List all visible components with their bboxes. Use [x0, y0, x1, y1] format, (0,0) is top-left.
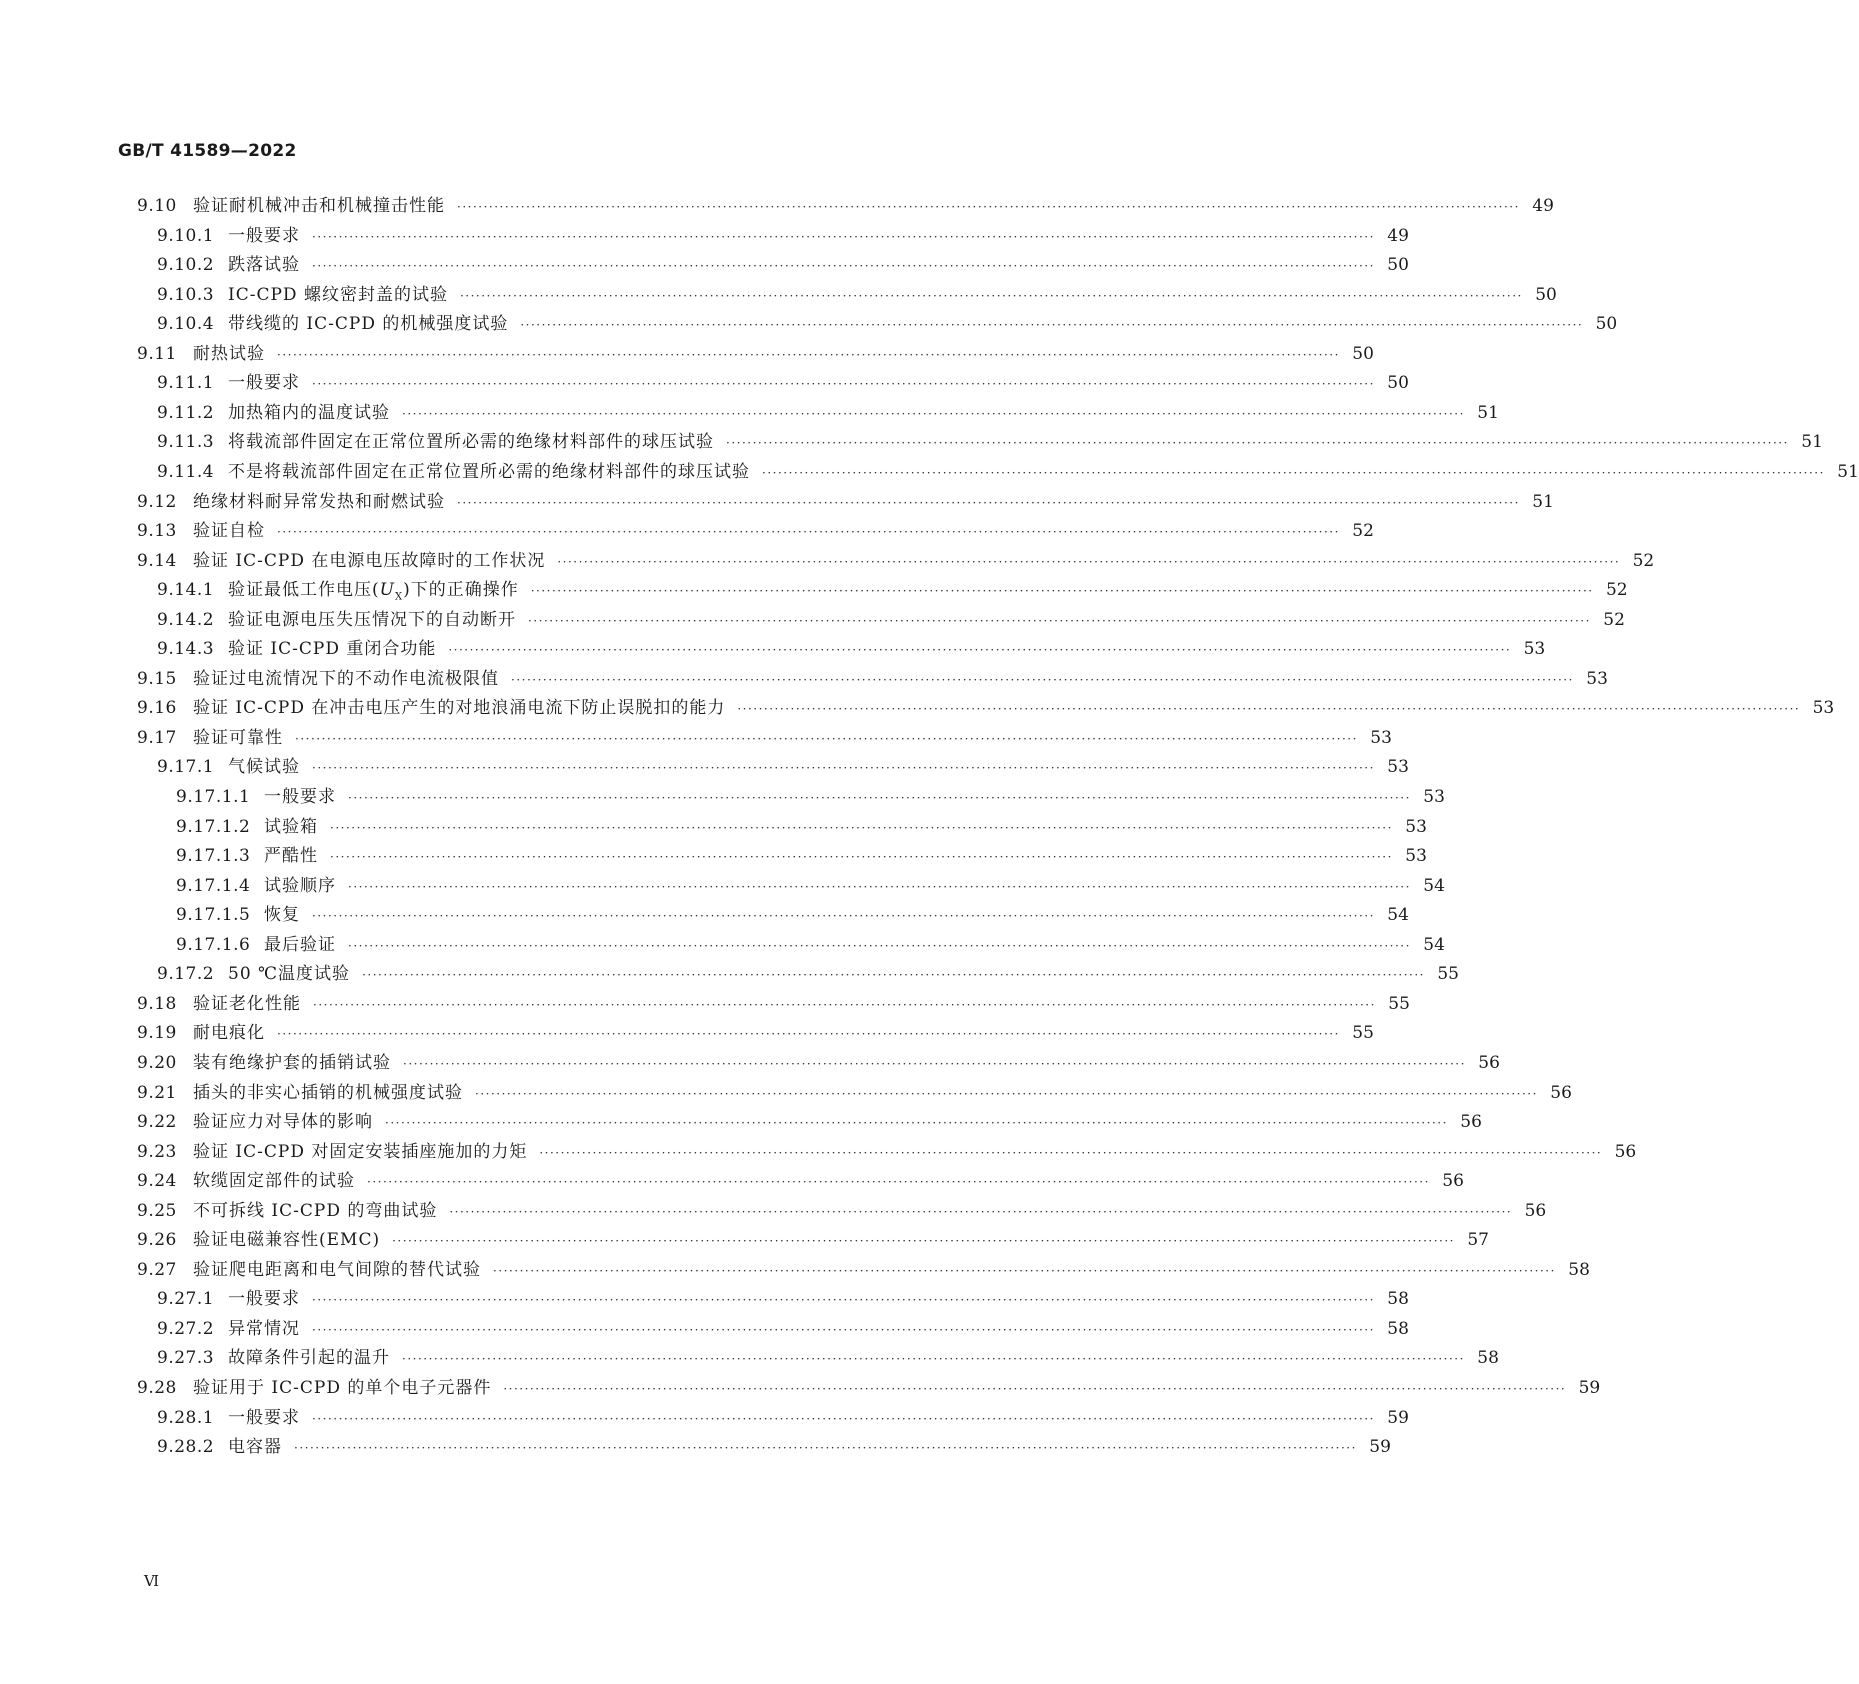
toc-entry-page: 57 [1467, 1230, 1489, 1251]
toc-leader-dots: ········································································································································································································ [277, 525, 1340, 540]
toc-entry-page: 58 [1568, 1259, 1590, 1280]
toc-leader-dots: ········································································································································································································ [530, 584, 1594, 599]
toc-entry[interactable] [157, 371, 1409, 395]
toc-entry-number: 9.10.2 [157, 255, 215, 276]
toc-entry-page: 56 [1442, 1171, 1464, 1192]
toc-entry-page: 50 [1352, 343, 1374, 364]
toc-leader-dots: ········································································································································································································ [726, 436, 1789, 451]
toc-entry[interactable] [157, 430, 1823, 454]
toc-entry[interactable] [157, 401, 1499, 425]
toc-entry-page: 56 [1614, 1141, 1637, 1162]
toc-entry-number: 9.26 [137, 1230, 177, 1251]
toc-entry[interactable] [176, 874, 1445, 898]
toc-leader-dots: ········································································································································································································ [362, 968, 1425, 983]
toc-leader-dots: ········································································································································································································ [294, 1441, 1357, 1456]
toc-entry-number: 9.23 [137, 1141, 177, 1162]
toc-entry[interactable] [137, 342, 1374, 366]
toc-entry[interactable] [176, 785, 1445, 809]
toc-entry-page: 51 [1837, 461, 1859, 482]
toc-entry-page: 50 [1595, 314, 1618, 335]
toc-entry-number: 9.17.1.3 [176, 846, 251, 867]
toc-entry-number: 9.14 [137, 550, 177, 571]
toc-entry-title: 加热箱内的温度试验 [228, 402, 390, 423]
toc-entry-title: 电容器 [228, 1437, 282, 1458]
toc-entry[interactable] [137, 726, 1392, 750]
toc-entry-title: 耐热试验 [193, 343, 265, 364]
toc-leader-dots: ········································································································································································································ [277, 1027, 1340, 1042]
toc-entry-number: 9.17.1.5 [176, 905, 251, 926]
toc-entry-page: 56 [1524, 1200, 1547, 1221]
toc-leader-dots: ········································································································································································································ [449, 1204, 1513, 1219]
toc-entry-title: 气候试验 [228, 757, 300, 778]
toc-entry-title: 验证 IC-CPD 在电源电压故障时的工作状况 [193, 550, 546, 571]
toc-entry[interactable] [137, 490, 1554, 514]
toc-entry-page: 59 [1387, 1407, 1409, 1428]
toc-entry-page: 50 [1387, 255, 1409, 276]
toc-entry-number: 9.17.1.2 [176, 816, 251, 837]
toc-entry-number: 9.24 [137, 1171, 177, 1192]
toc-entry-title: 一般要求 [228, 225, 300, 246]
toc-entry-number: 9.28.2 [157, 1437, 215, 1458]
toc-leader-dots: ········································································································································································································ [313, 997, 1376, 1012]
toc-entry[interactable] [137, 667, 1608, 691]
toc-entry-page: 59 [1578, 1378, 1601, 1398]
toc-entry[interactable] [157, 460, 1859, 484]
toc-entry-number: 9.19 [137, 1023, 177, 1044]
toc-leader-dots: ········································································································································································································ [312, 1293, 1375, 1308]
toc-leader-dots: ········································································································································································································ [762, 465, 1825, 480]
toc-entry-number: 9.11.4 [157, 461, 215, 482]
toc-entry-page: 58 [1477, 1348, 1499, 1369]
toc-entry-page: 50 [1387, 373, 1409, 394]
toc-entry-number: 9.25 [137, 1200, 177, 1221]
toc-entry[interactable] [157, 1287, 1409, 1311]
toc-entry[interactable] [137, 1140, 1637, 1164]
toc-entry-number: 9.10.4 [157, 314, 215, 335]
toc-entry-number: 9.16 [137, 698, 177, 719]
toc-entry[interactable] [137, 696, 1835, 720]
toc-entry-title: 50 ℃温度试验 [228, 964, 351, 985]
toc-entry-title: 一般要求 [228, 1407, 300, 1428]
toc-entry-number: 9.17.1.6 [176, 934, 251, 955]
toc-leader-dots: ········································································································································································································ [348, 791, 1411, 805]
toc-entry-number: 9.14.2 [157, 609, 215, 630]
toc-leader-dots: ········································································································································································································ [475, 1086, 1538, 1101]
toc-entry-page: 55 [1388, 993, 1410, 1014]
toc-entry-page: 54 [1387, 905, 1409, 926]
toc-entry-number: 9.17.1.1 [176, 787, 251, 807]
toc-entry[interactable] [137, 1081, 1572, 1105]
toc-entry-title: 最后验证 [264, 934, 336, 955]
toc-leader-dots: ········································································································································································································ [520, 318, 1584, 333]
toc-leader-dots: ········································································································································································································ [392, 1234, 1455, 1249]
toc-entry[interactable] [157, 637, 1546, 661]
toc-entry-number: 9.11.1 [157, 373, 215, 394]
toc-entry-page: 53 [1423, 787, 1445, 807]
toc-entry-title: 验证电源电压失压情况下的自动断开 [228, 609, 516, 630]
toc-entry-number: 9.20 [137, 1052, 177, 1073]
toc-leader-dots: ········································································································································································································ [457, 200, 1520, 214]
toc-leader-dots: ········································································································································································································ [737, 702, 1801, 717]
toc-entry-page: 56 [1478, 1052, 1500, 1073]
toc-entry-number: 9.10.3 [157, 284, 215, 305]
toc-entry[interactable] [157, 224, 1409, 248]
toc-entry-page: 55 [1437, 964, 1459, 985]
toc-entry-number: 9.27 [137, 1259, 177, 1280]
toc-entry-page: 51 [1477, 402, 1499, 423]
toc-entry[interactable] [137, 1110, 1482, 1134]
toc-entry[interactable] [157, 1346, 1499, 1370]
toc-entry-title: 跌落试验 [228, 255, 300, 276]
toc-leader-dots: ········································································································································································································ [539, 1145, 1603, 1160]
toc-leader-dots: ········································································································································································································ [330, 820, 1393, 835]
toc-entry-page: 54 [1423, 934, 1445, 955]
toc-entry[interactable] [157, 312, 1618, 336]
toc-entry[interactable] [157, 578, 1628, 603]
toc-entry-page: 49 [1387, 225, 1409, 246]
toc-entry-title: 验证 IC-CPD 对固定安装插座施加的力矩 [193, 1141, 528, 1162]
toc-entry-title: 装有绝缘护套的插销试验 [193, 1052, 391, 1073]
toc-entry-page: 53 [1387, 757, 1409, 778]
toc-entry-title: 验证老化性能 [193, 993, 301, 1014]
toc-entry[interactable] [137, 1169, 1464, 1193]
toc-entry-number: 9.14.1 [157, 580, 215, 601]
toc-entry-title: IC-CPD 螺纹密封盖的试验 [228, 284, 448, 305]
toc-entry-title: 验证用于 IC-CPD 的单个电子元器件 [193, 1378, 492, 1398]
toc-entry[interactable] [137, 519, 1374, 543]
toc-leader-dots: ········································································································································································································ [312, 259, 1375, 274]
toc-entry[interactable] [157, 283, 1557, 307]
toc-leader-dots: ········································································································································································································ [367, 1175, 1430, 1190]
toc-leader-dots: ········································································································································································································ [312, 1411, 1375, 1426]
toc-entry-page: 53 [1370, 727, 1392, 748]
toc-leader-dots: ········································································································································································································ [403, 1056, 1466, 1071]
toc-entry[interactable] [137, 1258, 1590, 1282]
toc-entry-page: 53 [1405, 816, 1427, 837]
toc-leader-dots: ········································································································································································································ [402, 406, 1465, 421]
toc-entry[interactable] [157, 755, 1409, 779]
toc-entry-title: 严酷性 [264, 846, 318, 867]
toc-leader-dots: ········································································································································································································ [448, 643, 1512, 658]
toc-entry[interactable] [157, 962, 1459, 986]
toc-entry[interactable] [137, 194, 1554, 218]
toc-entry-page: 52 [1605, 580, 1628, 601]
toc-entry-page: 50 [1535, 284, 1557, 305]
toc-leader-dots: ········································································································································································································ [493, 1263, 1556, 1278]
toc-entry-page: 56 [1550, 1082, 1572, 1103]
toc-entry-title: 验证最低工作电压$(U_X)$下的正确操作 [228, 580, 519, 603]
toc-leader-dots: ········································································································································································································ [402, 1352, 1465, 1367]
toc-leader-dots: ········································································································································································································ [330, 850, 1393, 865]
toc-entry[interactable] [137, 1228, 1489, 1252]
toc-leader-dots: ········································································································································································································ [385, 1116, 1448, 1131]
toc-entry-title: 不可拆线 IC-CPD 的弯曲试验 [193, 1200, 438, 1221]
toc-entry[interactable] [176, 903, 1409, 927]
toc-entry-title: 故障条件引起的温升 [228, 1348, 390, 1369]
toc-entry-number: 9.18 [137, 993, 177, 1014]
toc-entry-number: 9.17 [137, 727, 177, 748]
standard-code-header: GB/T 41589—2022 [118, 141, 297, 161]
toc-entry[interactable] [157, 1406, 1409, 1430]
toc-entry-title: 一般要求 [264, 787, 336, 807]
toc-entry-title: 验证自检 [193, 521, 265, 542]
toc-entry-number: 9.11.3 [157, 432, 215, 453]
toc-entry-title: 异常情况 [228, 1318, 300, 1339]
toc-entry-title: 绝缘材料耐异常发热和耐燃试验 [193, 491, 445, 512]
toc-leader-dots: ········································································································································································································ [459, 288, 1523, 303]
toc-entry-page: 54 [1423, 875, 1445, 896]
toc-entry-number: 9.27.1 [157, 1289, 215, 1310]
toc-entry-title: 将载流部件固定在正常位置所必需的绝缘材料部件的球压试验 [228, 432, 714, 453]
toc-entry-title: 验证爬电距离和电气间隙的替代试验 [193, 1259, 481, 1280]
toc-entry-number: 9.28 [137, 1378, 177, 1398]
toc-entry-number: 9.11 [137, 343, 177, 364]
toc-entry-title: 一般要求 [228, 1289, 300, 1310]
toc-entry-page: 52 [1352, 521, 1374, 542]
toc-entry-title: 不是将载流部件固定在正常位置所必需的绝缘材料部件的球压试验 [228, 461, 750, 482]
toc-leader-dots: ········································································································································································································ [348, 938, 1411, 953]
toc-entry-title: 耐电痕化 [193, 1023, 265, 1044]
toc-entry-title: 验证可靠性 [193, 727, 283, 748]
toc-entry-number: 9.17.1 [157, 757, 215, 778]
toc-entry-page: 53 [1523, 639, 1546, 660]
toc-entry[interactable] [137, 992, 1410, 1016]
toc-leader-dots: ········································································································································································································ [312, 761, 1375, 776]
toc-leader-dots: ········································································································································································································ [557, 554, 1621, 569]
toc-entry-title: 验证电磁兼容性(EMC) [193, 1230, 381, 1251]
toc-entry-number: 9.13 [137, 521, 177, 542]
toc-entry[interactable] [137, 1376, 1601, 1400]
toc-entry-title: 软缆固定部件的试验 [193, 1171, 355, 1192]
toc-leader-dots: ········································································································································································································ [295, 731, 1358, 746]
toc-entry-number: 9.17.2 [157, 964, 215, 985]
toc-entry-number: 9.12 [137, 491, 177, 512]
toc-entry-page: 59 [1369, 1437, 1391, 1458]
toc-entry-number: 9.28.1 [157, 1407, 215, 1428]
toc-entry-number: 9.10.1 [157, 225, 215, 246]
page-number-footer: Ⅵ [144, 1572, 160, 1590]
toc-entry[interactable] [157, 1317, 1409, 1341]
toc-entry-page: 52 [1603, 609, 1625, 630]
toc-entry-title: 验证 IC-CPD 重闭合功能 [228, 639, 437, 660]
toc-entry-title: 试验顺序 [264, 875, 336, 896]
toc-entry[interactable] [137, 1021, 1374, 1045]
toc-entry-number: 9.15 [137, 668, 177, 689]
toc-entry-number: 9.22 [137, 1112, 177, 1133]
toc-leader-dots: ········································································································································································································ [528, 613, 1591, 628]
toc-entry-title: 验证应力对导体的影响 [193, 1112, 373, 1133]
toc-entry-page: 49 [1532, 196, 1554, 216]
toc-entry-title: 带线缆的 IC-CPD 的机械强度试验 [228, 314, 509, 335]
toc-leader-dots: ········································································································································································································ [348, 879, 1411, 894]
toc-entry[interactable] [137, 1051, 1500, 1075]
toc-entry[interactable] [176, 844, 1427, 868]
toc-entry-page: 53 [1812, 698, 1835, 719]
toc-entry[interactable] [157, 253, 1409, 277]
toc-entry-title: 试验箱 [264, 816, 318, 837]
toc-entry-title: 验证过电流情况下的不动作电流极限值 [193, 668, 499, 689]
toc-leader-dots: ········································································································································································································ [312, 909, 1375, 924]
toc-entry-page: 56 [1460, 1112, 1482, 1133]
toc-entry[interactable] [137, 1199, 1547, 1223]
toc-entry-number: 9.17.1.4 [176, 875, 251, 896]
toc-entry-page: 53 [1405, 846, 1427, 867]
toc-entry-title: 验证 IC-CPD 在冲击电压产生的对地浪涌电流下防止误脱扣的能力 [193, 698, 726, 719]
toc-entry-title: 验证耐机械冲击和机械撞击性能 [193, 196, 445, 216]
toc-entry-title: 恢复 [264, 905, 300, 926]
toc-leader-dots: ········································································································································································································ [511, 672, 1574, 687]
toc-entry-number: 9.27.2 [157, 1318, 215, 1339]
toc-entry-page: 52 [1632, 550, 1655, 571]
toc-leader-dots: ········································································································································································································ [277, 347, 1340, 362]
toc-entry-page: 58 [1387, 1289, 1409, 1310]
toc-entry-number: 9.21 [137, 1082, 177, 1103]
toc-entry[interactable] [157, 608, 1625, 632]
toc-entry-title: 一般要求 [228, 373, 300, 394]
toc-entry[interactable] [157, 1435, 1391, 1459]
toc-leader-dots: ········································································································································································································ [312, 229, 1375, 244]
toc-entry[interactable] [137, 549, 1655, 573]
toc-entry-number: 9.27.3 [157, 1348, 215, 1369]
toc-entry-page: 58 [1387, 1318, 1409, 1339]
toc-entry-number: 9.14.3 [157, 639, 215, 660]
toc-entry-number: 9.11.2 [157, 402, 215, 423]
toc-entry-page: 53 [1586, 668, 1608, 689]
toc-entry-number: 9.10 [137, 196, 177, 216]
toc-leader-dots: ········································································································································································································ [457, 495, 1520, 510]
toc-leader-dots: ········································································································································································································ [312, 1322, 1375, 1337]
toc-entry-page: 55 [1352, 1023, 1374, 1044]
toc-leader-dots: ········································································································································································································ [503, 1382, 1567, 1396]
toc-leader-dots: ········································································································································································································ [312, 377, 1375, 392]
toc-entry[interactable] [176, 933, 1445, 957]
toc-entry-page: 51 [1801, 432, 1823, 453]
toc-entry[interactable] [176, 815, 1427, 839]
toc-entry-page: 51 [1532, 491, 1554, 512]
toc-entry-title: 插头的非实心插销的机械强度试验 [193, 1082, 463, 1103]
